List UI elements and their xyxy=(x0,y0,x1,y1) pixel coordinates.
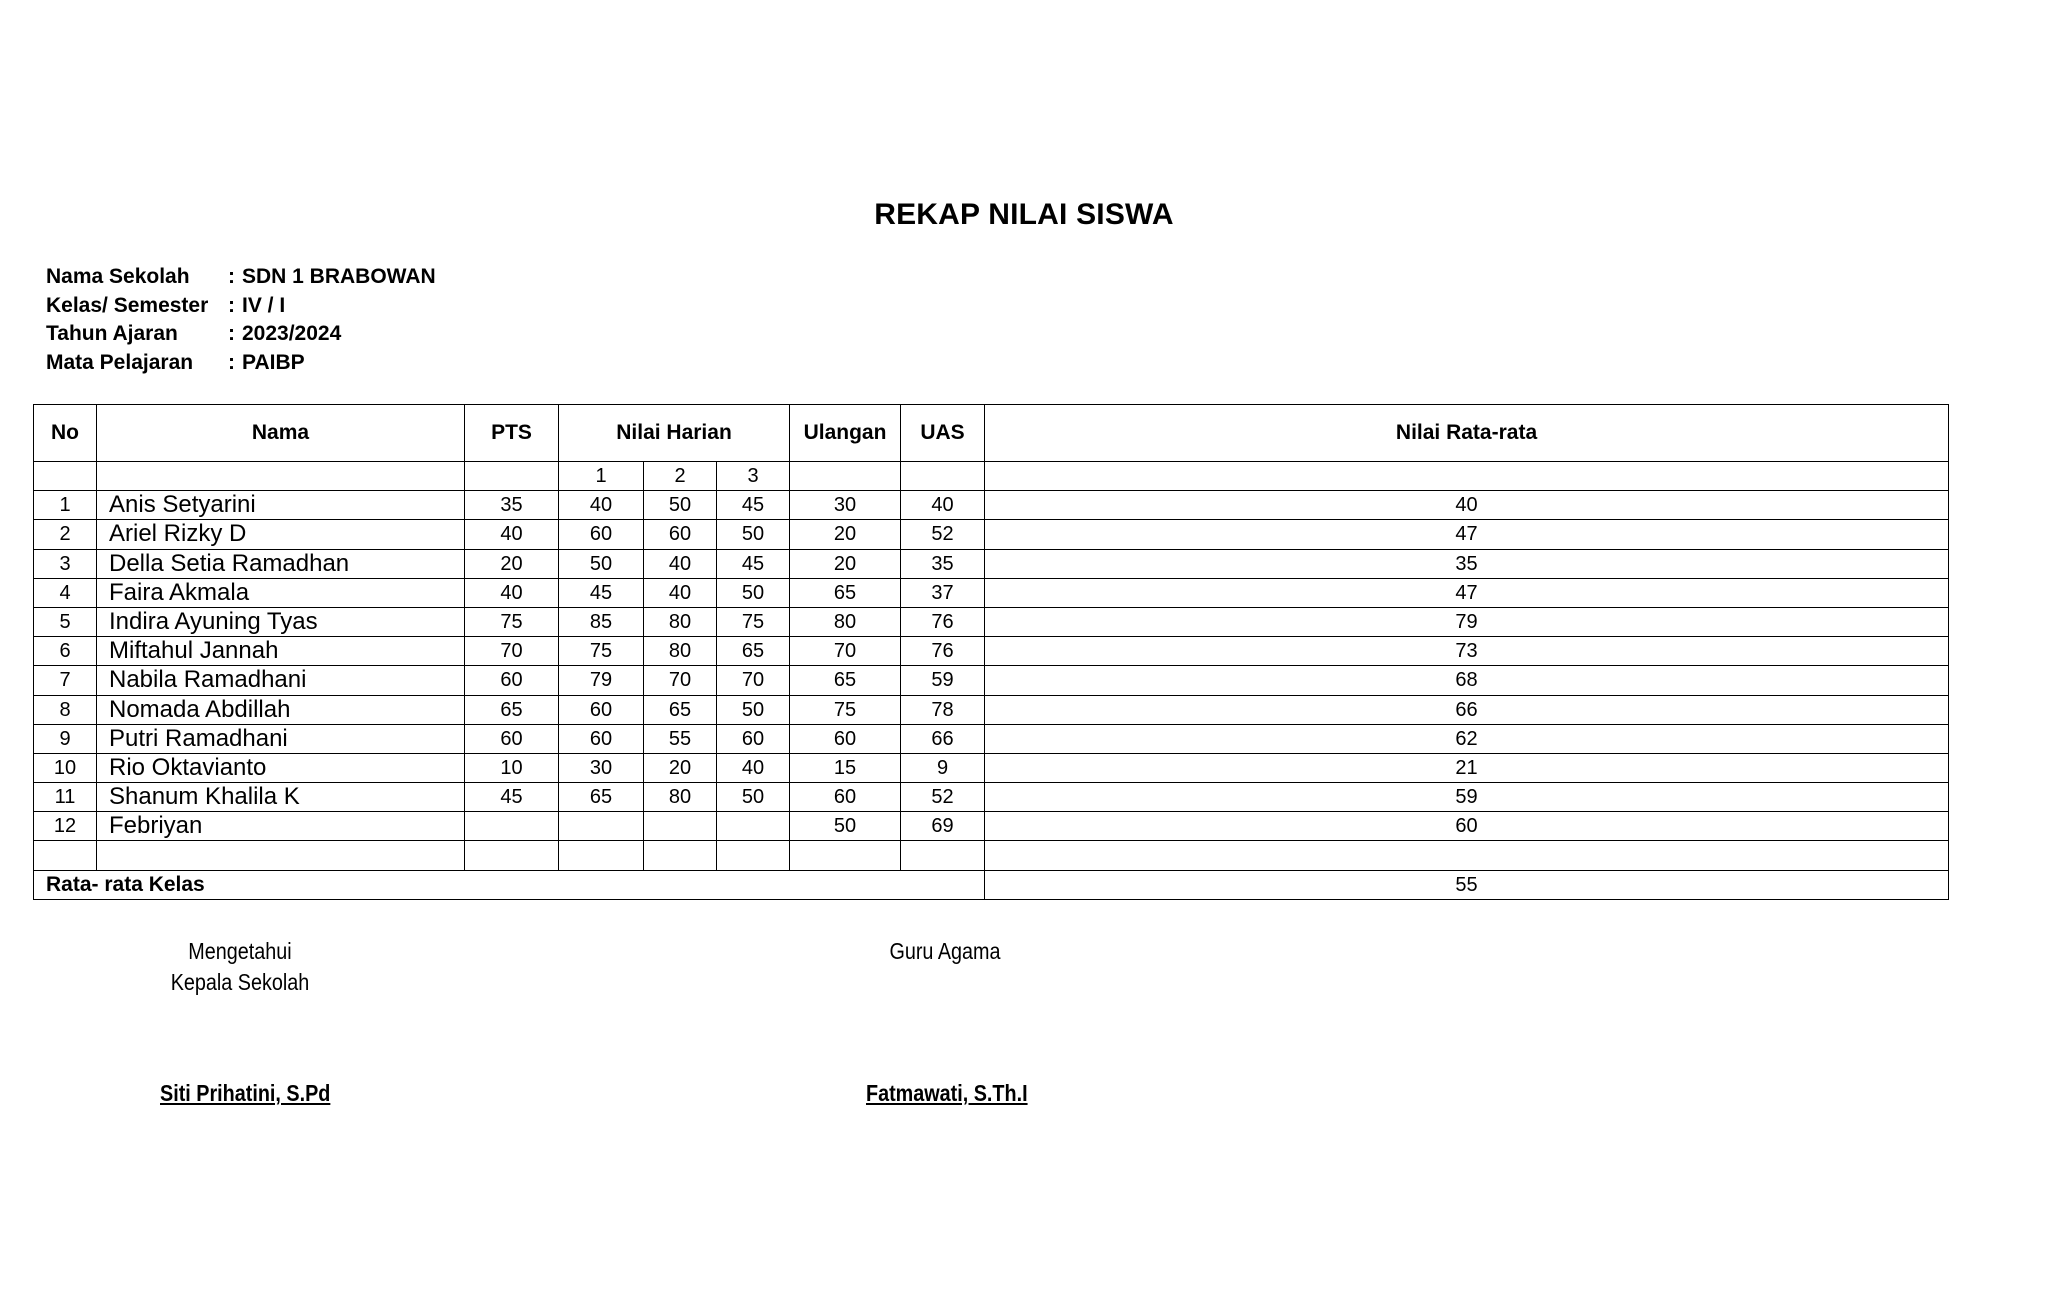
cell-harian-3: 40 xyxy=(717,753,790,782)
cell-harian-2: 50 xyxy=(644,491,717,520)
cell-nilai-rata-rata: 59 xyxy=(985,783,1949,812)
subheader-empty-cell xyxy=(901,462,985,491)
cell-no: 10 xyxy=(34,753,97,782)
header-uas: UAS xyxy=(901,405,985,462)
cell-harian-1 xyxy=(559,812,644,841)
info-row-school xyxy=(46,263,436,292)
subheader-harian-2: 2 xyxy=(644,462,717,491)
table-row xyxy=(34,520,1949,549)
cell-harian-1: 60 xyxy=(559,724,644,753)
cell-no: 11 xyxy=(34,783,97,812)
cell-pts: 20 xyxy=(465,549,559,578)
empty-cell xyxy=(97,841,465,870)
info-row-class xyxy=(46,292,436,321)
grades-table xyxy=(33,404,1949,900)
cell-nilai-rata-rata: 40 xyxy=(985,491,1949,520)
info-colon: : xyxy=(228,350,235,374)
info-value: IV / I xyxy=(242,293,286,317)
cell-harian-2 xyxy=(644,812,717,841)
teacher-title: Guru Agama xyxy=(889,938,1001,964)
cell-uas: 52 xyxy=(901,520,985,549)
cell-no: 3 xyxy=(34,549,97,578)
cell-nama: Nomada Abdillah xyxy=(97,695,465,724)
empty-cell xyxy=(559,841,644,870)
teacher-name: Fatmawati, S.Th.I xyxy=(866,1080,1028,1106)
cell-harian-1: 65 xyxy=(559,783,644,812)
grades-table-body xyxy=(34,491,1949,841)
cell-pts: 40 xyxy=(465,520,559,549)
cell-harian-1: 60 xyxy=(559,695,644,724)
cell-nama: Anis Setyarini xyxy=(97,491,465,520)
cell-no: 8 xyxy=(34,695,97,724)
cell-no: 12 xyxy=(34,812,97,841)
table-row xyxy=(34,812,1949,841)
info-row-year xyxy=(46,320,436,349)
info-value: PAIBP xyxy=(242,350,305,374)
cell-pts: 45 xyxy=(465,783,559,812)
cell-nama: Febriyan xyxy=(97,812,465,841)
empty-cell xyxy=(790,841,901,870)
cell-ulangan: 65 xyxy=(790,666,901,695)
cell-harian-2: 20 xyxy=(644,753,717,782)
cell-harian-1: 75 xyxy=(559,637,644,666)
cell-pts: 40 xyxy=(465,578,559,607)
cell-pts: 35 xyxy=(465,491,559,520)
cell-uas: 37 xyxy=(901,578,985,607)
principal-acknowledgement xyxy=(154,936,326,998)
cell-uas: 69 xyxy=(901,812,985,841)
info-colon: : xyxy=(228,322,235,345)
cell-harian-2: 70 xyxy=(644,666,717,695)
cell-nilai-rata-rata: 79 xyxy=(985,607,1949,636)
cell-nilai-rata-rata: 47 xyxy=(985,520,1949,549)
cell-harian-2: 40 xyxy=(644,549,717,578)
cell-pts: 75 xyxy=(465,607,559,636)
subheader-empty-cell xyxy=(465,462,559,491)
info-value: 2023/2024 xyxy=(242,322,342,345)
table-row xyxy=(34,491,1949,520)
cell-no: 9 xyxy=(34,724,97,753)
cell-harian-2: 40 xyxy=(644,578,717,607)
principal-name: Siti Prihatini, S.Pd xyxy=(160,1080,331,1106)
cell-nilai-rata-rata: 68 xyxy=(985,666,1949,695)
cell-nilai-rata-rata: 60 xyxy=(985,812,1949,841)
info-label: Tahun Ajaran xyxy=(46,322,178,345)
cell-harian-1: 30 xyxy=(559,753,644,782)
school-info xyxy=(46,263,436,377)
empty-cell xyxy=(644,841,717,870)
cell-nilai-rata-rata: 35 xyxy=(985,549,1949,578)
cell-harian-1: 45 xyxy=(559,578,644,607)
table-row xyxy=(34,695,1949,724)
cell-harian-3: 50 xyxy=(717,578,790,607)
cell-harian-3: 50 xyxy=(717,783,790,812)
cell-nilai-rata-rata: 47 xyxy=(985,578,1949,607)
cell-nama: Della Setia Ramadhan xyxy=(97,549,465,578)
cell-nama: Ariel Rizky D xyxy=(97,520,465,549)
cell-pts: 10 xyxy=(465,753,559,782)
info-colon: : xyxy=(228,293,235,317)
cell-ulangan: 80 xyxy=(790,607,901,636)
cell-harian-3 xyxy=(717,812,790,841)
cell-no: 2 xyxy=(34,520,97,549)
subheader-empty-cell xyxy=(985,462,1949,491)
cell-nilai-rata-rata: 73 xyxy=(985,637,1949,666)
cell-nama: Faira Akmala xyxy=(97,578,465,607)
table-row xyxy=(34,783,1949,812)
cell-no: 1 xyxy=(34,491,97,520)
table-row xyxy=(34,724,1949,753)
cell-ulangan: 60 xyxy=(790,783,901,812)
cell-harian-3: 60 xyxy=(717,724,790,753)
cell-ulangan: 60 xyxy=(790,724,901,753)
table-header-row xyxy=(34,405,1949,462)
cell-harian-1: 85 xyxy=(559,607,644,636)
cell-no: 6 xyxy=(34,637,97,666)
cell-nama: Shanum Khalila K xyxy=(97,783,465,812)
info-colon: : xyxy=(228,265,235,288)
info-value: SDN 1 BRABOWAN xyxy=(242,265,436,288)
cell-nama: Rio Oktavianto xyxy=(97,753,465,782)
cell-uas: 76 xyxy=(901,607,985,636)
cell-ulangan: 75 xyxy=(790,695,901,724)
cell-ulangan: 15 xyxy=(790,753,901,782)
cell-no: 7 xyxy=(34,666,97,695)
cell-nama: Nabila Ramadhani xyxy=(97,666,465,695)
cell-uas: 76 xyxy=(901,637,985,666)
cell-pts: 65 xyxy=(465,695,559,724)
class-average-label: Rata- rata Kelas xyxy=(34,870,985,899)
cell-pts: 60 xyxy=(465,666,559,695)
subheader-empty-cell xyxy=(97,462,465,491)
empty-cell xyxy=(34,841,97,870)
cell-harian-2: 80 xyxy=(644,637,717,666)
cell-harian-3: 50 xyxy=(717,520,790,549)
header-ulangan: Ulangan xyxy=(790,405,901,462)
cell-uas: 52 xyxy=(901,783,985,812)
subheader-harian-3: 3 xyxy=(717,462,790,491)
acknowledged-label: Mengetahui xyxy=(188,938,292,964)
cell-harian-3: 50 xyxy=(717,695,790,724)
table-row xyxy=(34,549,1949,578)
empty-cell xyxy=(465,841,559,870)
cell-ulangan: 20 xyxy=(790,549,901,578)
info-label: Nama Sekolah xyxy=(46,265,190,288)
header-nilai-harian: Nilai Harian xyxy=(559,405,790,462)
cell-harian-3: 45 xyxy=(717,549,790,578)
cell-harian-1: 40 xyxy=(559,491,644,520)
class-average-value: 55 xyxy=(985,870,1949,899)
cell-pts xyxy=(465,812,559,841)
cell-harian-2: 80 xyxy=(644,783,717,812)
cell-nama: Putri Ramadhani xyxy=(97,724,465,753)
table-row xyxy=(34,753,1949,782)
info-label: Mata Pelajaran xyxy=(46,350,194,374)
cell-nilai-rata-rata: 21 xyxy=(985,753,1949,782)
cell-uas: 59 xyxy=(901,666,985,695)
cell-harian-3: 45 xyxy=(717,491,790,520)
table-subheader-row xyxy=(34,462,1949,491)
subheader-empty-cell xyxy=(790,462,901,491)
cell-ulangan: 70 xyxy=(790,637,901,666)
empty-cell xyxy=(985,841,1949,870)
cell-ulangan: 20 xyxy=(790,520,901,549)
cell-ulangan: 50 xyxy=(790,812,901,841)
teacher-block xyxy=(859,936,1031,967)
cell-harian-3: 65 xyxy=(717,637,790,666)
cell-ulangan: 30 xyxy=(790,491,901,520)
table-row xyxy=(34,637,1949,666)
header-nilai-rata-rata: Nilai Rata-rata xyxy=(985,405,1949,462)
subheader-harian-1: 1 xyxy=(559,462,644,491)
info-label: Kelas/ Semester xyxy=(46,293,209,317)
info-row-subject xyxy=(46,349,436,378)
table-row xyxy=(34,666,1949,695)
header-pts: PTS xyxy=(465,405,559,462)
cell-nilai-rata-rata: 66 xyxy=(985,695,1949,724)
cell-harian-3: 75 xyxy=(717,607,790,636)
cell-uas: 40 xyxy=(901,491,985,520)
cell-nama: Miftahul Jannah xyxy=(97,637,465,666)
cell-harian-2: 65 xyxy=(644,695,717,724)
cell-pts: 70 xyxy=(465,637,559,666)
cell-harian-3: 70 xyxy=(717,666,790,695)
cell-no: 4 xyxy=(34,578,97,607)
table-empty-row xyxy=(34,841,1949,870)
header-nama: Nama xyxy=(97,405,465,462)
cell-harian-2: 55 xyxy=(644,724,717,753)
cell-harian-2: 60 xyxy=(644,520,717,549)
subheader-empty-cell xyxy=(34,462,97,491)
cell-ulangan: 65 xyxy=(790,578,901,607)
empty-cell xyxy=(901,841,985,870)
cell-uas: 35 xyxy=(901,549,985,578)
cell-uas: 66 xyxy=(901,724,985,753)
cell-harian-2: 80 xyxy=(644,607,717,636)
table-row xyxy=(34,607,1949,636)
table-row xyxy=(34,578,1949,607)
cell-uas: 9 xyxy=(901,753,985,782)
class-average-row xyxy=(34,870,1949,899)
empty-cell xyxy=(717,841,790,870)
cell-harian-1: 60 xyxy=(559,520,644,549)
page-title: REKAP NILAI SISWA xyxy=(874,198,1174,231)
cell-nilai-rata-rata: 62 xyxy=(985,724,1949,753)
cell-harian-1: 79 xyxy=(559,666,644,695)
cell-no: 5 xyxy=(34,607,97,636)
cell-harian-1: 50 xyxy=(559,549,644,578)
cell-nama: Indira Ayuning Tyas xyxy=(97,607,465,636)
cell-uas: 78 xyxy=(901,695,985,724)
principal-title: Kepala Sekolah xyxy=(170,969,310,995)
header-no: No xyxy=(34,405,97,462)
cell-pts: 60 xyxy=(465,724,559,753)
